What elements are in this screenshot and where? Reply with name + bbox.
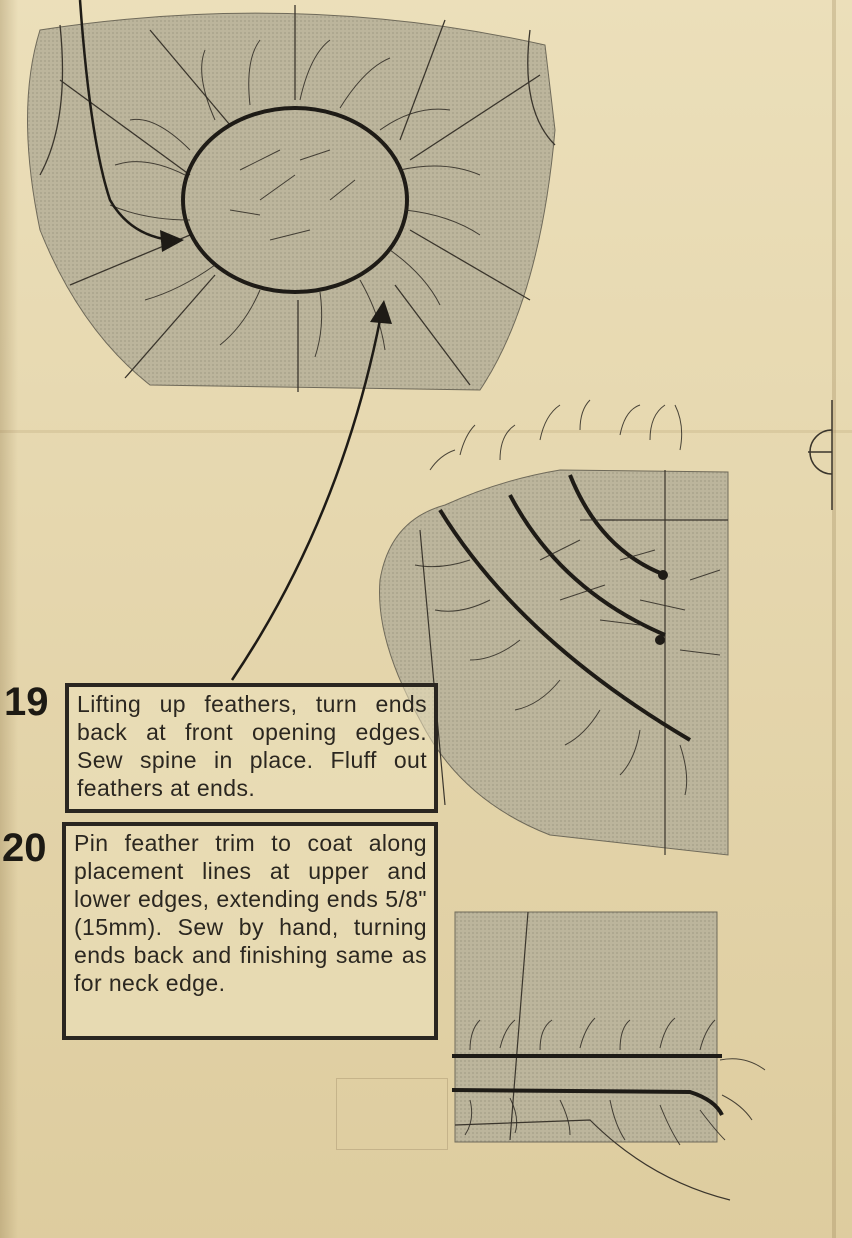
faded-print-box (336, 1078, 448, 1150)
step-19-number: 19 (4, 680, 49, 724)
lower-edge-illustration (452, 912, 765, 1200)
step-19-instructions (65, 683, 438, 813)
step-20-instructions (62, 822, 438, 1040)
step-19-text: Lifting up feathers, turn ends back at front opening edges. Sew spine in place. Fluff out feathers at ends. (77, 691, 427, 801)
step-20-text: Pin feather trim to coat along placement lines at upper and lower edges, extending ends 5/8" (15mm). Sew by hand, turning ends back and finishing same as for neck edge. (74, 830, 427, 996)
registration-mark-icon (808, 400, 832, 510)
step-20-number: 20 (2, 826, 47, 870)
